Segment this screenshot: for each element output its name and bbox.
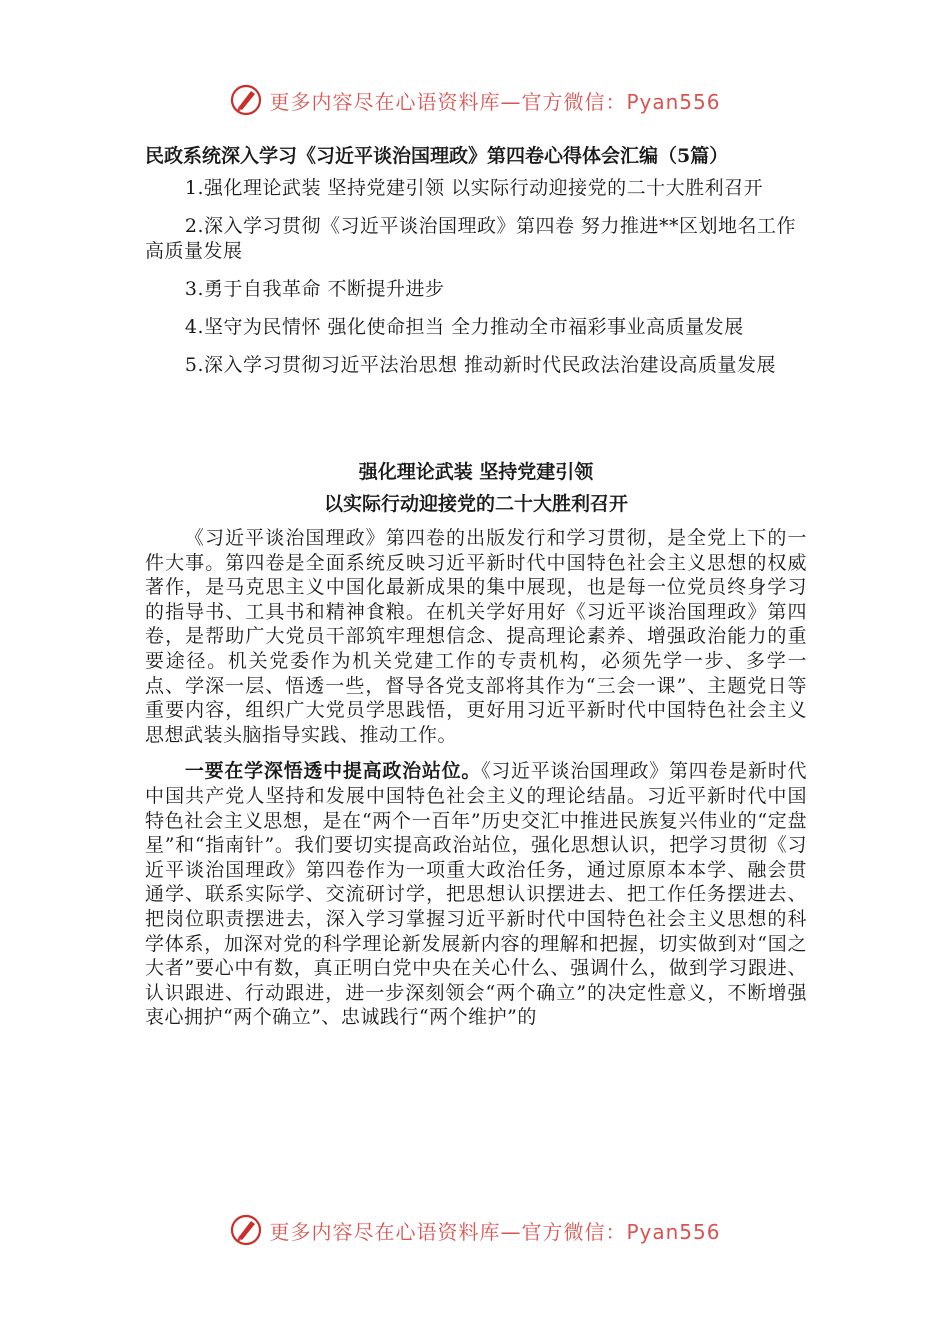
toc-item-5: 5.深入学习贯彻习近平法治思想 推动新时代民政法治建设高质量发展 bbox=[184, 354, 777, 376]
header-watermark-text: 更多内容尽在心语资料库—官方微信：Pyan556 bbox=[269, 89, 721, 114]
paragraph-body-text: 《习近平谈治国理政》第四卷是新时代中国共产党人坚持和发展中国特色社会主义的理论结晶。习近平新时代中国特色社会主义思想，是在“两个一百年”历史交汇中推进民族复兴伟业的“定盘星”和“指南针”。我们要切实提高政治站位，强化思想认识，把学习贯彻《习近平谈治国理政》第四卷作为一项重大政治任务，通过原原本本学、融会贯通学、联系实际学、交流研讨学，把思想认识摆进去、把工作任务摆进去、把岗位职责摆进去，深入学习掌握习近平新时代中国特色社会主义思想的科学体系，加深对党的科学理论新发展新内容的理解和把握，切实做到对“国之大者”要心中有数，真正明白党中央在关心什么、强调什么，做到学习跟进、认识跟进、行动跟进，进一步深刻领会“两个确立”的决定性意义，不断增强衷心拥护“两个确立”、忠诚践行“两个维护”的 bbox=[145, 760, 807, 1029]
pen-logo-icon bbox=[229, 83, 263, 117]
section-title-line-2: 以实际行动迎接党的二十大胜利召开 bbox=[323, 493, 628, 515]
paragraph-lead-heading: 一要在学深悟透中提高政治站位。 bbox=[184, 760, 482, 783]
body-paragraph-1: 《习近平谈治国理政》第四卷的出版发行和学习贯彻，是全党上下的一件大事。第四卷是全面系统反映习近平新时代中国特色社会主义思想的权威著作，是马克思主义中国化最新成果的集中展现，也是每一位党员终身学习的指导书、工具书和精神食粮。在机关学好用好《习近平谈治国理政》第四卷，是帮助广大党员干部筑牢理想信念、提高理论素养、增强政治能力的重要途径。机关党委作为机关党建工作的专责机构，必须先学一步、多学一点、学深一层、悟透一些，督导各党支部将其作为“三会一课”、主题党日等重要内容，组织广大党员学思践悟，更好用习近平新时代中国特色社会主义思想武装头脑指导实践、推动工作。 bbox=[145, 527, 807, 746]
toc-item-4: 4.坚守为民情怀 强化使命担当 全力推动全市福彩事业高质量发展 bbox=[184, 316, 744, 338]
body-paragraph-2 bbox=[145, 759, 807, 1030]
toc-item-2: 2.深入学习贯彻《习近平谈治国理政》第四卷 努力推进**区划地名工作高质量发展 bbox=[145, 215, 797, 262]
document-title: 民政系统深入学习《习近平谈治国理政》第四卷心得体会汇编（5篇） bbox=[145, 145, 729, 167]
pen-logo-icon bbox=[229, 1213, 263, 1247]
footer-watermark-banner bbox=[0, 1210, 950, 1250]
header-watermark-banner bbox=[0, 80, 950, 120]
document-body bbox=[145, 140, 807, 1042]
toc-item-1: 1.强化理论武装 坚持党建引领 以实际行动迎接党的二十大胜利召开 bbox=[184, 177, 764, 199]
footer-watermark-text: 更多内容尽在心语资料库—官方微信：Pyan556 bbox=[269, 1219, 721, 1244]
section-title-line-1: 强化理论武装 坚持党建引领 bbox=[358, 461, 594, 483]
toc-item-3: 3.勇于自我革命 不断提升进步 bbox=[184, 278, 445, 300]
